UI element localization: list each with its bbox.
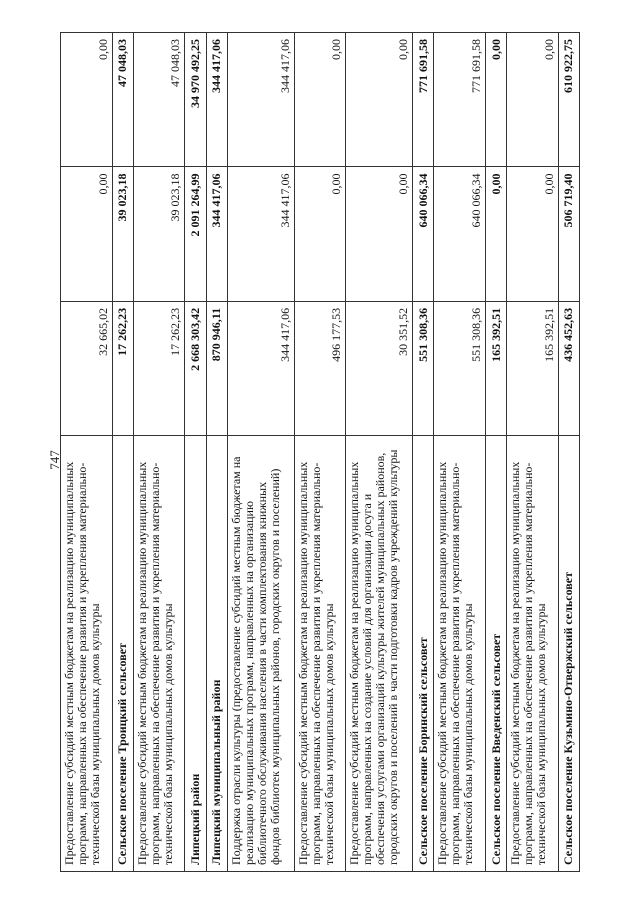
row-value-col3-cell: 0,00 <box>485 33 506 167</box>
row-value-col3-cell: 0,00 <box>346 33 413 167</box>
budget-table-container <box>60 32 580 872</box>
row-value-col2-cell: 0,00 <box>507 167 559 301</box>
row-value-col2-cell: 640 066,34 <box>413 167 434 301</box>
row-value-col1-cell: 30 351,52 <box>346 301 413 435</box>
row-description-cell: Предоставление субсидий местным бюджетам на реализацию муниципальных программ, направленных на обеспечение развития и укрепления материально-технической базы муниципальных домов культуры <box>507 436 559 872</box>
row-description-cell: Предоставление субсидий местным бюджетам на реализацию муниципальных программ, направленных на создание условий для организации досуга и обеспечения услугами организаций культуры жителей муниципальных районов, городских округов и поселений в части подготовки кадров учреждений культуры <box>346 436 413 872</box>
table-row <box>227 33 294 872</box>
row-value-col2-cell: 0,00 <box>61 167 113 301</box>
row-value-col2-cell: 344 417,06 <box>206 167 227 301</box>
row-value-col1-cell: 436 452,63 <box>558 301 579 435</box>
row-value-col2-cell: 0,00 <box>485 167 506 301</box>
row-description-cell: Липецкий район <box>185 436 206 872</box>
table-row-subtotal <box>206 33 227 872</box>
table-row <box>507 33 559 872</box>
row-description-cell: Липецкий муниципальный район <box>206 436 227 872</box>
row-value-col3-cell: 34 970 492,25 <box>185 33 206 167</box>
row-value-col3-cell: 771 691,58 <box>434 33 486 167</box>
table-row-subtotal <box>413 33 434 872</box>
row-value-col1-cell: 344 417,06 <box>227 301 294 435</box>
table-row-subtotal <box>185 33 206 872</box>
row-value-col3-cell: 0,00 <box>507 33 559 167</box>
row-description-cell: Сельское поселение Троицкий сельсовет <box>112 436 133 872</box>
row-description-cell: Сельское поселение Боринский сельсовет <box>413 436 434 872</box>
table-body <box>61 33 580 872</box>
row-value-col1-cell: 17 262,23 <box>112 301 133 435</box>
row-value-col2-cell: 640 066,34 <box>434 167 486 301</box>
row-value-col2-cell: 0,00 <box>346 167 413 301</box>
table-row-subtotal <box>485 33 506 872</box>
row-value-col3-cell: 610 922,75 <box>558 33 579 167</box>
row-description-cell: Предоставление субсидий местным бюджетам на реализацию муниципальных программ, направленных на обеспечение развития и укрепления материально-технической базы муниципальных домов культуры <box>294 436 346 872</box>
row-value-col2-cell: 0,00 <box>294 167 346 301</box>
row-value-col3-cell: 771 691,58 <box>413 33 434 167</box>
row-value-col3-cell: 47 048,03 <box>112 33 133 167</box>
row-description-cell: Предоставление субсидий местным бюджетам на реализацию муниципальных программ, направленных на обеспечение развития и укрепления материально-технической базы муниципальных домов культуры <box>434 436 486 872</box>
row-value-col1-cell: 496 177,53 <box>294 301 346 435</box>
row-value-col2-cell: 39 023,18 <box>133 167 185 301</box>
table-row <box>434 33 486 872</box>
table-row <box>61 33 113 872</box>
row-value-col3-cell: 0,00 <box>61 33 113 167</box>
row-value-col1-cell: 870 946,11 <box>206 301 227 435</box>
row-value-col1-cell: 17 262,23 <box>133 301 185 435</box>
row-value-col2-cell: 2 091 264,99 <box>185 167 206 301</box>
row-value-col3-cell: 47 048,03 <box>133 33 185 167</box>
row-value-col3-cell: 0,00 <box>294 33 346 167</box>
table-row-subtotal <box>558 33 579 872</box>
budget-table <box>60 32 580 872</box>
row-description-cell: Сельское поселение Введенский сельсовет <box>485 436 506 872</box>
table-row-subtotal <box>112 33 133 872</box>
row-value-col1-cell: 2 668 303,42 <box>185 301 206 435</box>
row-value-col3-cell: 344 417,06 <box>227 33 294 167</box>
table-row <box>294 33 346 872</box>
row-value-col2-cell: 39 023,18 <box>112 167 133 301</box>
row-value-col3-cell: 344 417,06 <box>206 33 227 167</box>
row-description-cell: Сельское поселение Кузьмино-Отвержский сельсовет <box>558 436 579 872</box>
table-row <box>133 33 185 872</box>
row-description-cell: Поддержка отрасли культуры (предоставление субсидий местным бюджетам на реализацию муниципальных программ, направленных на организацию библиотечного обслуживания населения в части комплектования книжных фондов библиотек муниципальных районов, городских округов и поселений) <box>227 436 294 872</box>
row-description-cell: Предоставление субсидий местным бюджетам на реализацию муниципальных программ, направленных на обеспечение развития и укрепления материально-технической базы муниципальных домов культуры <box>133 436 185 872</box>
row-value-col1-cell: 165 392,51 <box>485 301 506 435</box>
row-value-col1-cell: 551 308,36 <box>434 301 486 435</box>
row-description-cell: Предоставление субсидий местным бюджетам на реализацию муниципальных программ, направленных на обеспечение развития и укрепления материально-технической базы муниципальных домов культуры <box>61 436 113 872</box>
row-value-col1-cell: 32 665,02 <box>61 301 113 435</box>
page-number: 747 <box>47 450 62 470</box>
row-value-col2-cell: 344 417,06 <box>227 167 294 301</box>
row-value-col1-cell: 165 392,51 <box>507 301 559 435</box>
table-row <box>346 33 413 872</box>
row-value-col2-cell: 506 719,40 <box>558 167 579 301</box>
row-value-col1-cell: 551 308,36 <box>413 301 434 435</box>
